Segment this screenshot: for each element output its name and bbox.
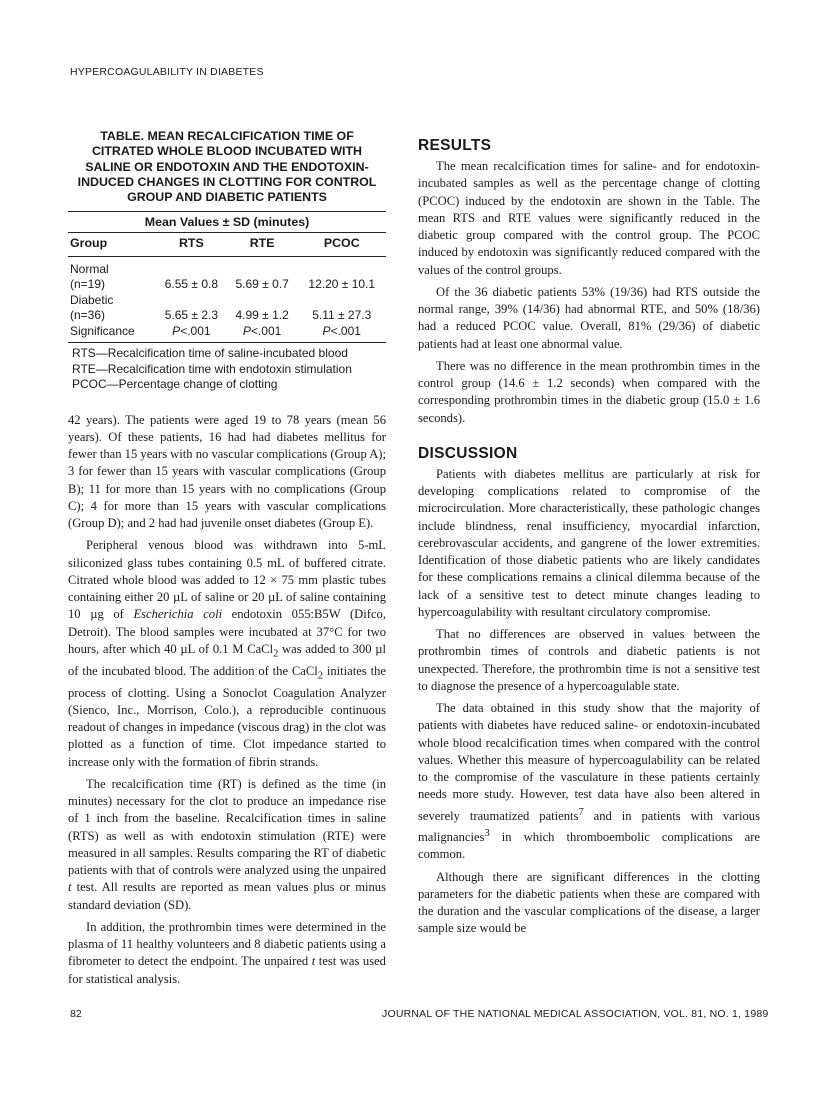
- cell-rts: 5.65 ± 2.3: [164, 308, 219, 323]
- paragraph: 42 years). The patients were aged 19 to 78 years (mean 56 years). Of these patients, 16 had had diabetes mellitus for fewer than 15 years with no vascular complications (Group A); 3 for fewer than 15 years with vascular complications (Group B); 11 for more than 15 years with no complications (Group C); 4 for more than 15 years with vascular complications (Group D); and 2 had had juvenile onset diabetes (Group E).: [68, 412, 386, 531]
- paragraph: The data obtained in this study show that the majority of patients with diabetes have reduced saline- or endotoxin-incubated whole blood recalcification times when compared with the control values. Whether this measure of hypercoagulability can be related to the compromise of the vasculature in these patients certainly needs more study. However, test data have also been altered in severely traumatized patients$^7$ and in patients with various malignancies$^3$ in which thromboembolic complications are common.: [418, 701, 760, 862]
- group-label: Normal: [70, 261, 109, 276]
- cell-rts: 6.55 ± 0.8: [164, 277, 219, 292]
- paragraph: Of the 36 diabetic patients 53% (19/36) had RTS outside the normal range, 39% (14/36) had abnormal RTE, and 50% (18/36) had a reduced PCOC value. Overall, 81% (29/36) of diabetic patients had at least one abnormal value.: [418, 284, 760, 351]
- cell-rts: P<.001: [156, 324, 227, 343]
- footnote: RTE—Recalcification time with endotoxin stimulation: [72, 361, 352, 376]
- journal-citation: JOURNAL OF THE NATIONAL MEDICAL ASSOCIATION, VOL. 81, NO. 1, 1989: [382, 1008, 769, 1020]
- group-n: (n=19): [70, 277, 106, 292]
- table-row: [68, 293, 386, 309]
- col-header-group: Group: [68, 233, 156, 256]
- significance-row: [68, 324, 386, 343]
- group-label: Diabetic: [70, 292, 114, 307]
- section-heading-discussion: DISCUSSION: [418, 444, 518, 462]
- cell-rte: 5.69 ± 0.7: [235, 277, 289, 292]
- footnote: RTS—Recalcification time of saline-incubated blood: [72, 346, 348, 361]
- running-head: HYPERCOAGULABILITY IN DIABETES: [70, 66, 264, 78]
- cell-rte: 4.99 ± 1.2: [235, 308, 289, 323]
- paragraph: Patients with diabetes mellitus are particularly at risk for developing complications related to compromise of the microcirculation. More characteristically, these pathologic changes include blindness, renal insufficiency, myocardial infarction, cerebrovascular accidents, and gangrene of the lower extremities. Identification of those diabetic patients who are likely candidates for these complications remains a clinical dilemma because of the lack of a sensitive test to detect minute changes leading to hypercoagulability with resultant circulatory compromise.: [418, 466, 760, 619]
- results-table: [68, 232, 386, 343]
- left-column: [68, 129, 386, 993]
- cell-rte: P<.001: [227, 324, 298, 343]
- citation: 3: [484, 827, 490, 839]
- cell-pcoc: P<.001: [298, 324, 387, 343]
- table-header-row: [68, 233, 386, 256]
- paragraph: Although there are significant differences in the clotting parameters for the diabetic patients when these are compared with the duration and the vascular complications of the disease, a larger sample size would be: [418, 869, 760, 936]
- cell-pcoc: 12.20 ± 10.1: [308, 277, 376, 292]
- paragraph: The mean recalcification times for saline- and for endotoxin-incubated samples as well as the percentage change of clotting (PCOC) induced by the endotoxin are shown in the Table. The mean RTS and RTE values were significantly reduced in the diabetic group compared with the control group. The PCOC induced by endotoxin was significantly reduced compared with the values of the control groups.: [418, 159, 760, 277]
- cell-pcoc: 5.11 ± 27.3: [312, 308, 372, 323]
- table-subheader: Mean Values ± SD (minutes): [144, 215, 310, 230]
- col-header-rts: RTS: [156, 233, 227, 256]
- paragraph: That no differences are observed in values between the prothrombin times of controls and diabetic patients is not unexpected. Therefore, the prothrombin time is not a sensitive test to diagnose the presence of a hypercoagulable state.: [418, 627, 760, 693]
- table-row: [68, 277, 386, 293]
- paragraph: Peripheral venous blood was withdrawn into 5-mL siliconized glass tubes containing 0.5 mL of buffered citrate. Citrated whole blood was added to 12 × 75 mm plastic tubes containing either 20 µL of saline or 20 µL of saline containing 10 µg of Escherichia coli endotoxin 055:B5W (Difco, Detroit). The blood samples were incubated at 37°C for two hours, after which 40 µL of 0.1 M CaCl$_2$ was added to 300 µl of the incubated blood. The addition of the CaCl$_2$ initiates the process of clotting. Using a Sonoclot Coagulation Analyzer (Sienco, Inc., Morrison, Colo.), a reproducible continuous readout of changes in impedance (viscous drag) in the clot was plotted as a function of time. Clot impedance started to increase only with the formation of fibrin strands.: [68, 538, 387, 769]
- table-row: [68, 256, 386, 277]
- table-footnotes: [72, 346, 386, 393]
- col-header-pcoc: PCOC: [298, 233, 387, 256]
- section-heading-results: RESULTS: [418, 137, 492, 154]
- table-title: TABLE. MEAN RECALCIFICATION TIME OF CITRATED WHOLE BLOOD INCUBATED WITH SALINE OR ENDOTOXIN AND THE ENDOTOXIN-INDUCED CHANGES IN CLOTTING FOR CONTROL GROUP AND DIABETIC PATIENTS: [77, 129, 377, 205]
- paragraph: In addition, the prothrombin times were determined in the plasma of 11 healthy volunteers and 8 diabetic patients using a fibrometer to detect the endpoint. The unpaired t test was used for statistical analysis.: [68, 919, 386, 986]
- left-body-text: [68, 412, 386, 988]
- citation: 7: [578, 806, 584, 818]
- table-row: [68, 308, 386, 324]
- table-top-rule: [68, 211, 386, 212]
- right-column: [418, 136, 760, 943]
- paragraph: The recalcification time (RT) is defined as the time (in minutes) necessary for the clot to produce an impedance rise of 1 inch from the baseline. Recalcification times in saline (RTS) as well as with endotoxin stimulation (RTE) were measured in all samples. Results comparing the RT of diabetic patients with that of controls were analyzed using the unpaired t test. All results are reported as mean values plus or minus standard deviation (SD).: [68, 776, 386, 912]
- group-n: (n=36): [70, 308, 106, 323]
- footnote: PCOC—Percentage change of clotting: [72, 377, 278, 392]
- paragraph: There was no difference in the mean prothrombin times in the control group (14.6 ± 1.2 seconds) when compared with the corresponding prothrombin times in the diabetic group (15.0 ± 1.6 seconds).: [418, 358, 760, 425]
- page-number: 82: [70, 1008, 82, 1020]
- significance-label: Significance: [68, 324, 156, 343]
- col-header-rte: RTE: [227, 233, 298, 256]
